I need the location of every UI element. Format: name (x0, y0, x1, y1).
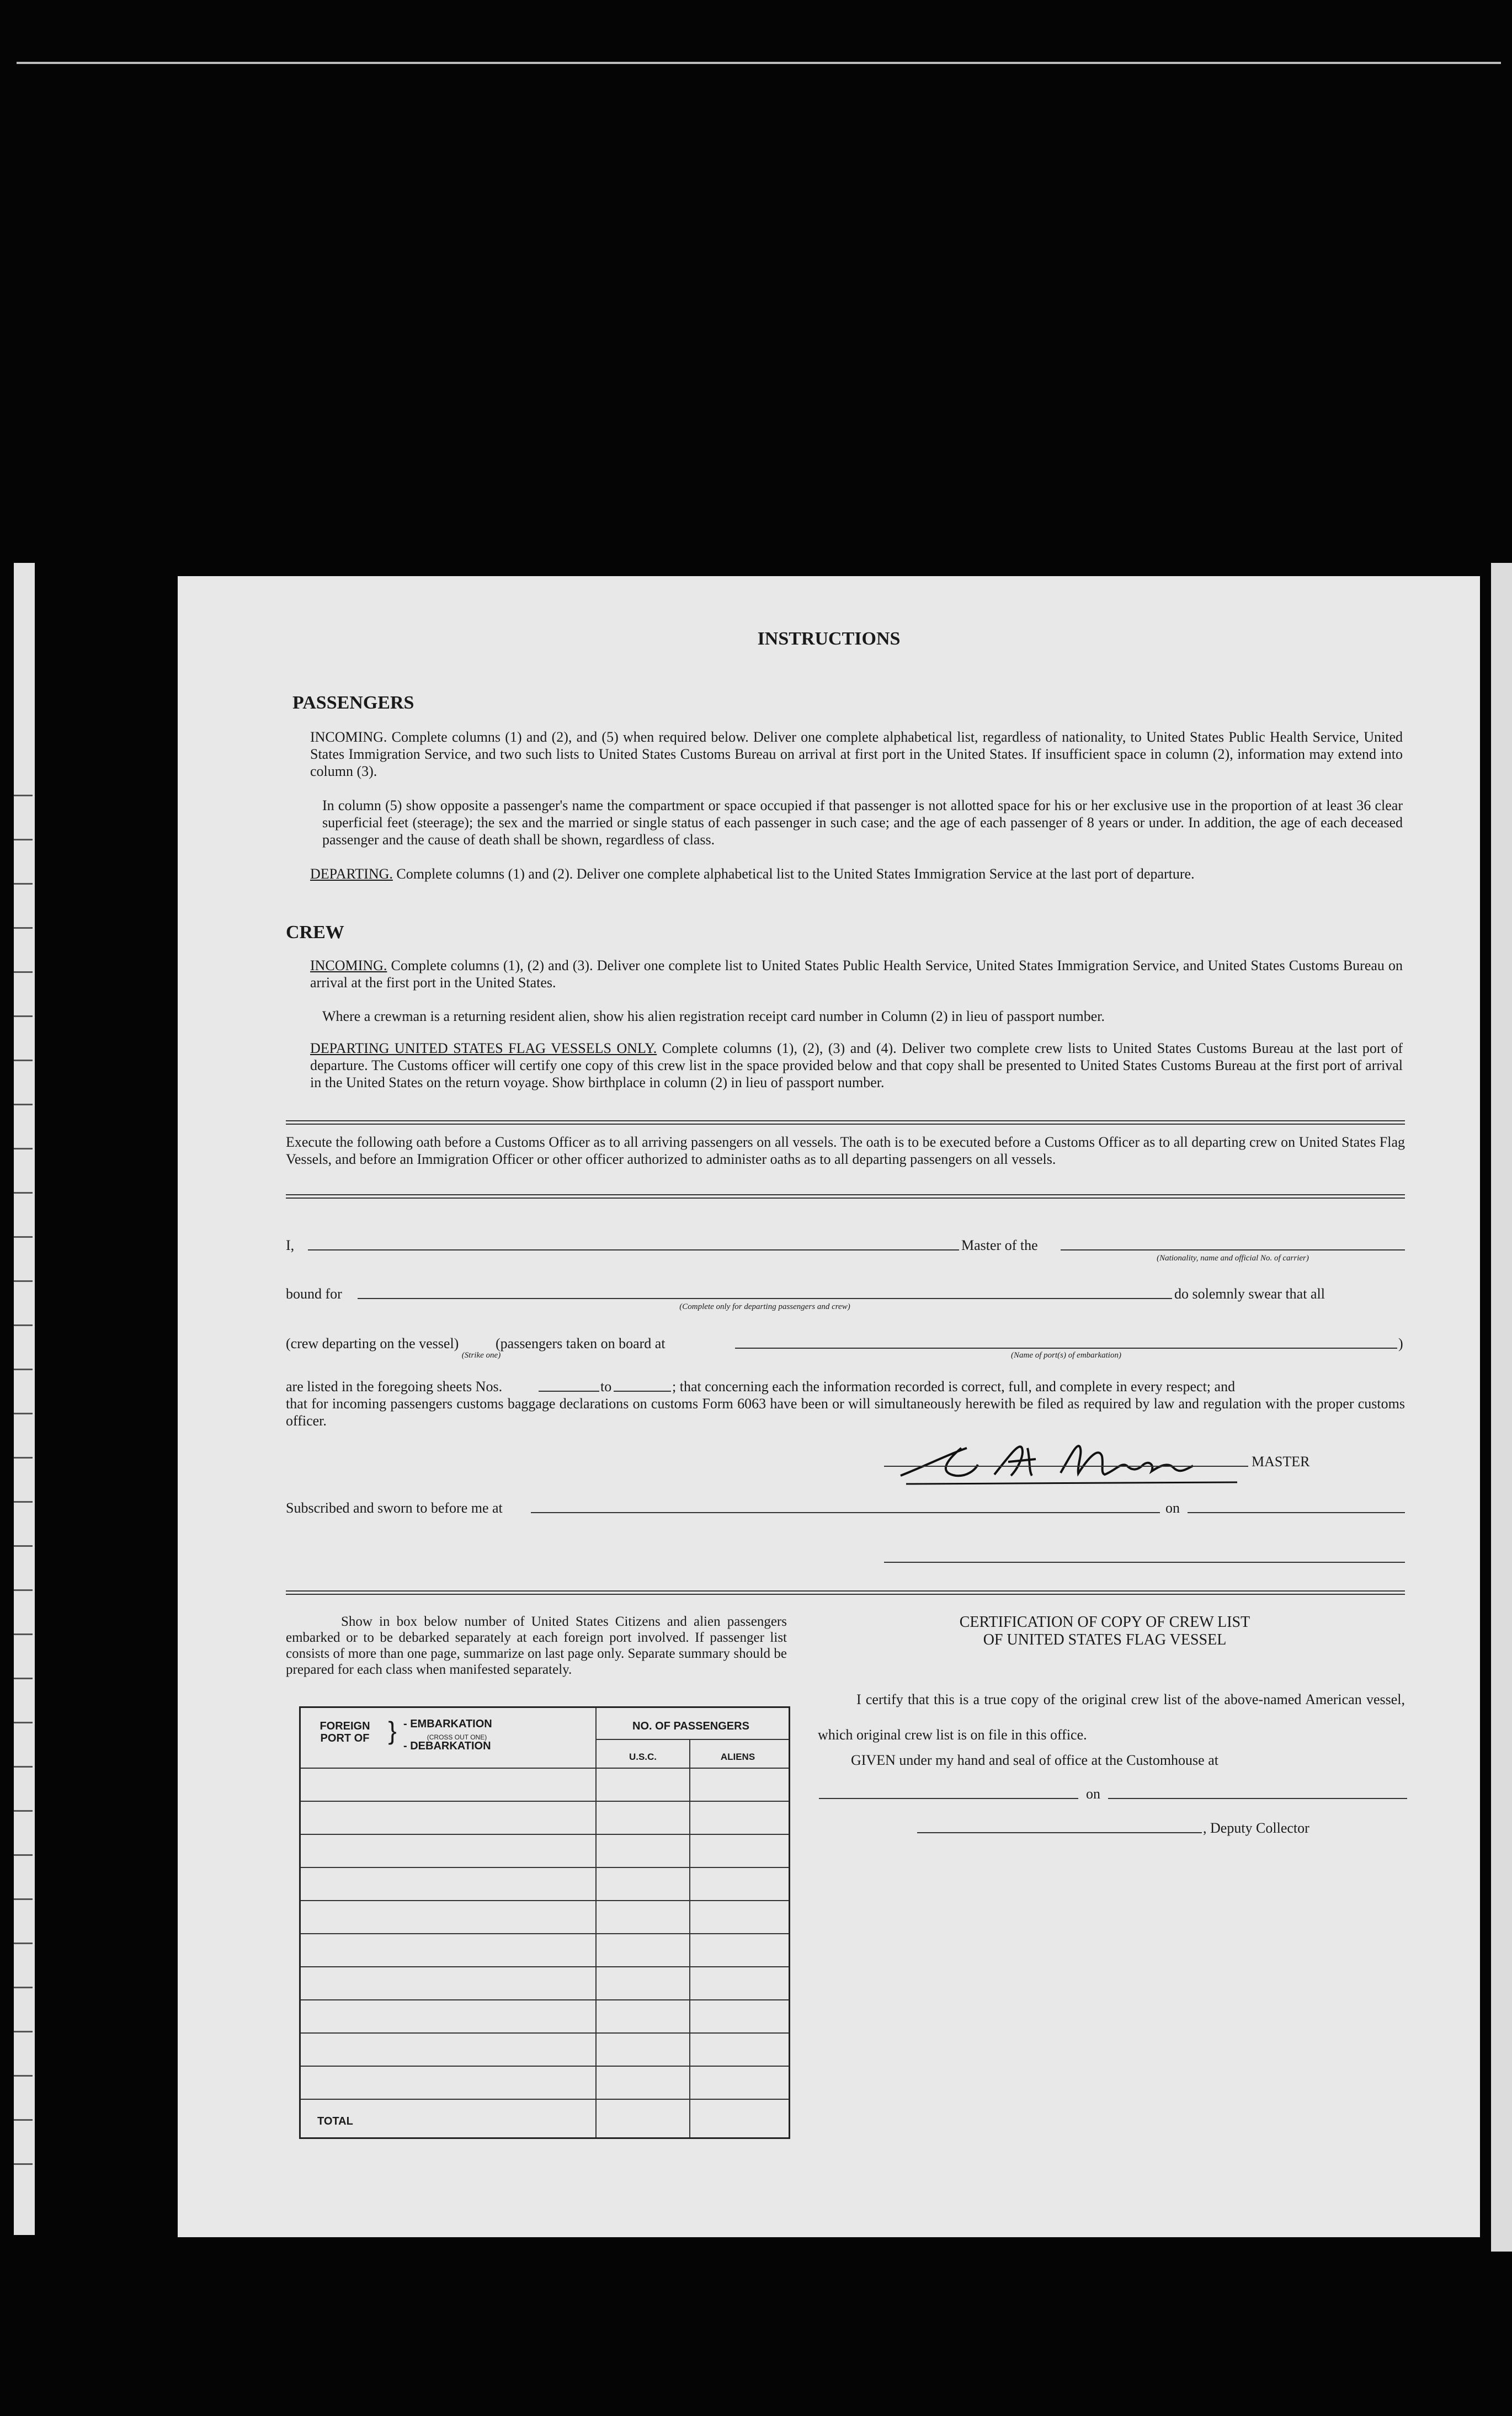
instructions-title: INSTRUCTIONS (757, 629, 901, 649)
embarkation-port-field[interactable] (735, 1348, 1397, 1349)
deputy-collector-label: , Deputy Collector (1203, 1820, 1309, 1836)
table-row[interactable] (301, 2066, 789, 2067)
col-aliens: ALIENS (720, 1752, 755, 1762)
crew-departing-text: Complete columns (1), (2), (3) and (4). Deliver two complete crew lists to United States Customs Bureau at the last port of departure. The Customs officer will certify one copy of this crew list in the space provided below and that copy shall be presented to United States Customs Bureau at the first port of arrival in the United States on the return voyage. Show birthplace in column (2) in lieu of passport number. (310, 1040, 1403, 1090)
master-signature (884, 1431, 1259, 1492)
sworn-date-field[interactable] (1188, 1512, 1405, 1513)
sworn-on-label: on (1165, 1500, 1180, 1516)
cross-out-caption: (CROSS OUT ONE) (427, 1733, 487, 1741)
nationality-caption: (Nationality, name and official No. of carrier) (1157, 1254, 1309, 1263)
oath-i-label: I, (286, 1237, 295, 1253)
deputy-collector-signature-field[interactable] (917, 1832, 1202, 1833)
table-row[interactable] (301, 1867, 789, 1868)
sworn-location-field[interactable] (531, 1512, 1160, 1513)
certification-title-line1: CERTIFICATION OF COPY OF CREW LIST (959, 1614, 1250, 1631)
officer-signature-field[interactable] (884, 1562, 1405, 1563)
passengers-incoming-text: Complete columns (1) and (2), and (5) when required below. Deliver one complete alphabetical list, regardless of nationality, to United States Public Health Service, United States Immigration Service, and two such lists to United States Customs Bureau on arrival at first port in the United States. If insufficient space in column (2), information may extend into column (3). (310, 729, 1403, 779)
baggage-paragraph: that for incoming passengers customs baggage declarations on customs Form 6063 have been or will simultaneously herewith be filed as required by law and regulation with the proper customs officer. (286, 1396, 1405, 1429)
master-of-label: Master of the (961, 1237, 1038, 1253)
table-row[interactable] (301, 1834, 789, 1835)
crew-incoming-label: INCOMING. (310, 957, 387, 973)
crew-incoming-paragraph (310, 957, 1403, 991)
passenger-summary-table (299, 1706, 790, 2139)
embarkation-option[interactable]: - EMBARKATION (403, 1718, 492, 1730)
bound-for-caption: (Complete only for departing passengers and crew) (679, 1302, 850, 1311)
brace-symbol: } (388, 1716, 397, 1745)
col-foreign-port: FOREIGN PORT OF (320, 1720, 370, 1744)
summary-instructions: Show in box below number of United States Citizens and alien passengers embarked or to be debarked separately at each foreign port involved. If passenger list consists of more than one page, summarize on last page only. Separate summary should be prepared for each class when manifested separately. (286, 1614, 787, 1677)
table-row[interactable] (301, 1900, 789, 1901)
crew-departing-paragraph (310, 1040, 1403, 1091)
sheet-from-field[interactable] (539, 1391, 599, 1392)
master-signature-line[interactable] (884, 1466, 1248, 1467)
table-row[interactable] (301, 1933, 789, 1934)
table-row[interactable] (301, 1801, 789, 1802)
carrier-field[interactable] (1061, 1249, 1405, 1250)
crew-incoming-text: Complete columns (1), (2) and (3). Deliver one complete list to United States Public Health Service, United States Immigration Service, and United States Customs Bureau on arrival at the first port in the United States. (310, 957, 1403, 991)
sheets-after-label: ; that concerning each the information recorded is correct, full, and complete in every respect; and (672, 1379, 1236, 1395)
subscribed-label: Subscribed and sworn to before me at (286, 1500, 503, 1516)
passengers-incoming-label: INCOMING. (310, 729, 387, 745)
col-usc: U.S.C. (629, 1752, 657, 1762)
scan-edge-line (17, 62, 1501, 64)
sheets-before-label: are listed in the foregoing sheets Nos. (286, 1379, 503, 1395)
total-label: TOTAL (317, 2115, 353, 2127)
form-page (178, 576, 1480, 2237)
crew-heading: CREW (286, 922, 344, 943)
port-caption: (Name of port(s) of embarkation) (1011, 1351, 1121, 1360)
master-name-field[interactable] (308, 1249, 959, 1250)
certify-paragraph: I certify that this is a true copy of the original crew list of the above-named American vessel, which original crew list is on file in this office. (818, 1691, 1405, 1743)
table-row[interactable] (301, 1966, 789, 1967)
swear-label: do solemnly swear that all (1174, 1286, 1325, 1302)
passengers-departing-paragraph (310, 865, 1403, 882)
crew-resident-paragraph: Where a crewman is a returning resident alien, show his alien registration receipt card number in Column (2) in lieu of passport number. (322, 1008, 1105, 1024)
adjacent-page-left-edge (14, 563, 35, 2235)
master-label: MASTER (1252, 1454, 1310, 1470)
close-paren: ) (1398, 1335, 1403, 1351)
passengers-departing-text: Complete columns (1) and (2). Deliver one complete alphabetical list to the United States Immigration Service at the last port of departure. (396, 866, 1195, 882)
table-row[interactable] (301, 2032, 789, 2034)
table-row[interactable] (301, 1999, 789, 2000)
bound-for-field[interactable] (358, 1298, 1172, 1299)
customhouse-field[interactable] (819, 1798, 1078, 1799)
given-paragraph: GIVEN under my hand and seal of office at the Customhouse at (851, 1752, 1218, 1768)
certification-title-line2: OF UNITED STATES FLAG VESSEL (983, 1631, 1227, 1648)
strike-one-caption: (Strike one) (461, 1351, 501, 1360)
bound-for-label: bound for (286, 1286, 342, 1302)
table-row[interactable] (301, 2099, 789, 2100)
crew-departing-label: DEPARTING UNITED STATES FLAG VESSELS ONLY. (310, 1040, 657, 1056)
passengers-incoming-paragraph (310, 728, 1403, 780)
passengers-taken-option[interactable]: (passengers taken on board at (496, 1335, 666, 1351)
certification-on-label: on (1086, 1786, 1100, 1802)
sheet-to-field[interactable] (614, 1391, 671, 1392)
crew-departing-option[interactable]: (crew departing on the vessel) (286, 1335, 459, 1351)
lower-divider (286, 1590, 1405, 1595)
section-divider (286, 1120, 1405, 1125)
passengers-column5-paragraph: In column (5) show opposite a passenger's name the compartment or space occupied if that passenger is not allotted space for his or her exclusive use in the proportion of at least 36 clear superficial feet (steerage); the sex and the married or single status of each passenger in such case; and the age of each passenger of 8 years or under. In addition, the age of each deceased passenger and the cause of death shall be shown, regardless of class. (322, 797, 1403, 848)
passengers-heading: PASSENGERS (292, 693, 414, 713)
oath-divider (286, 1194, 1405, 1199)
col-no-of-passengers: NO. OF PASSENGERS (632, 1720, 749, 1732)
debarkation-option[interactable]: - DEBARKATION (403, 1740, 491, 1752)
oath-execute-paragraph: Execute the following oath before a Customs Officer as to all arriving passengers on all vessels. The oath is to be executed before a Customs Officer as to all departing crew on United States Flag Vessels, and before an Immigration Officer or other officer authorized to administer oaths as to all departing passengers on all vessels. (286, 1134, 1405, 1167)
passengers-departing-label: DEPARTING. (310, 866, 393, 882)
sheets-to-label: to (600, 1379, 612, 1395)
adjacent-page-right-edge (1491, 563, 1512, 2252)
certification-date-field[interactable] (1108, 1798, 1407, 1799)
